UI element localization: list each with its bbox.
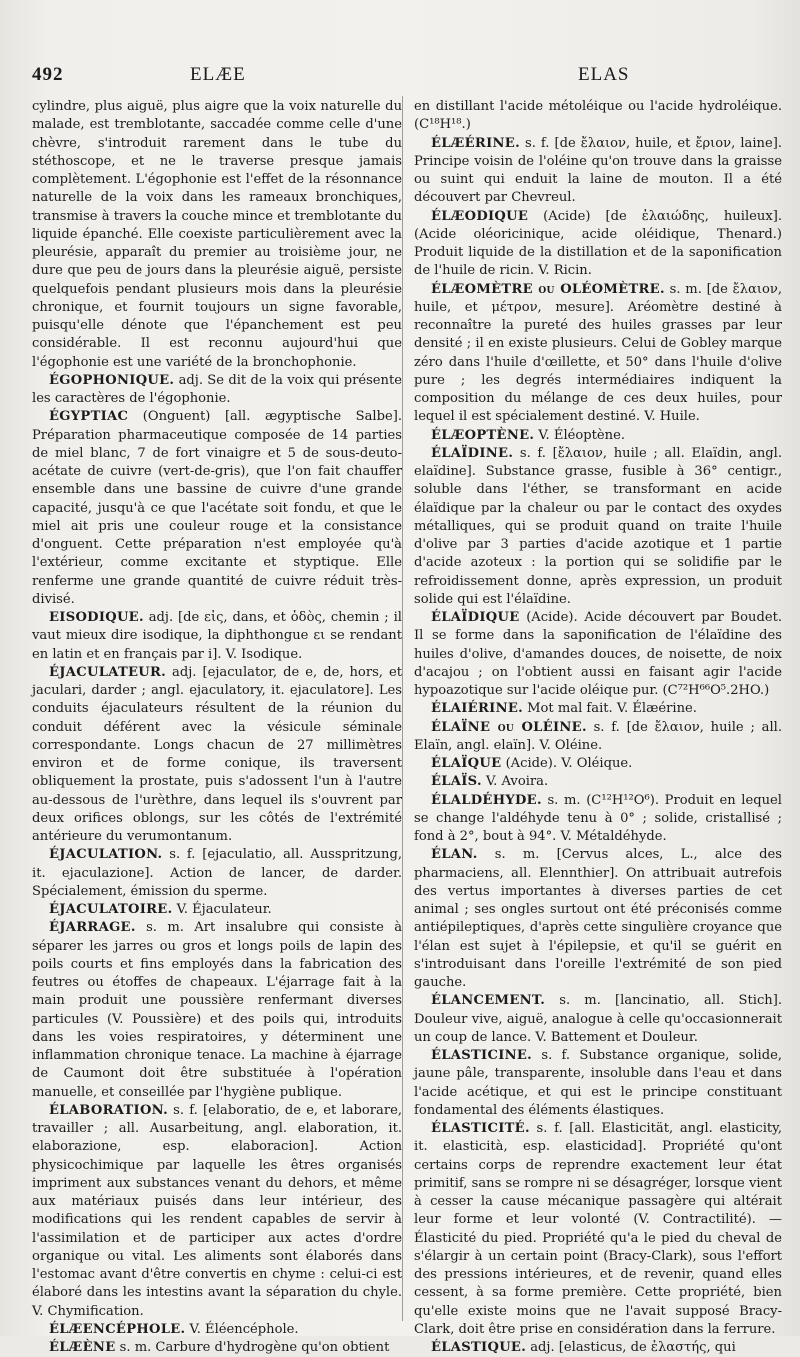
- entry-text: V. Éléoptène.: [534, 427, 626, 443]
- entry-elaeodique: [414, 208, 782, 281]
- entry-text: s. m. Carbure d'hydrogène qu'on obtient: [115, 1340, 390, 1355]
- entry-text: V. Éléencéphole.: [185, 1321, 299, 1337]
- entry-ejaculatoire: [32, 901, 402, 919]
- entry-elaeoptene: [414, 427, 782, 445]
- headword: ÉJARRAGE.: [49, 920, 136, 936]
- entry-text: s. f. [elaboratio, de e, et laborare, travailler ; all. Ausarbeitung, angl. elaboration, it. elaborazione, esp. elaboracion]. Action physicochimique par laquelle les êtres organisés impriment aux substances venant du dehors, et même aux matériaux puisés dans leur intérieur, des modifications qui les rendent capables de servir à l'assimilation et de participer aux actes d'ordre organique ou vital. Les aliments sont élaborés dans l'estomac avant d'être convertis en chyme : celui-ci est élaboré dans les intestins avant la séparation du chyle. V. Chymification.: [32, 1102, 402, 1319]
- entry-bronchophonie-cont: [32, 98, 402, 372]
- headword: ÉLALDÉHYDE.: [431, 792, 542, 808]
- entry-eisodique: [32, 609, 402, 664]
- headword: ÉLÆÈNE: [49, 1340, 116, 1355]
- entry-text: V. Avoira.: [481, 774, 549, 790]
- entry-elaeene-cont: [414, 98, 782, 135]
- entry-text: (Acide). V. Oléique.: [501, 756, 633, 771]
- entry-text: s. m. [de ἔλαιον, huile, et μέτρον, mesure]. Aréomètre destiné à reconnaître la pureté des huiles grasses par leur densité ; il en existe plusieurs. Celui de Gobley marque zéro dans l'huile d'œillette, et 50° dans l'huile d'olive pure ; les degrés intermédiaires indiquent la composition du mélange de ces deux huiles, pour lequel il est spécialement destiné. V. Huile.: [414, 281, 782, 425]
- headword: ÉLAÏNE ou OLÉINE.: [431, 719, 587, 735]
- left-running-head: ELÆE: [190, 64, 246, 85]
- entry-elaidique: [414, 609, 782, 700]
- entry-text: adj. [de εἰς, dans, et ὁδὸς, chemin ; il vaut mieux dire isodique, la diphthongue ει se rendant en latin et en français par i]. V. Isodique.: [32, 610, 402, 662]
- entry-elaeencephole: [32, 1321, 402, 1339]
- entry-text: s. m. Art insalubre qui consiste à séparer les jarres ou gros et longs poils de lapin des poils courts et fins employés dans la fabrication des feutres ou étoffes de chapeaux. L'éjarrage fait à la main produit une poussière renfermant diverses particules (V. Poussière) et des poils qui, introduits dans les voies respiratoires, y déterminent une inflammation chronique tenace. La machine à éjarrage de Caumont doit être substituée à l'opération manuelle, et conseillée par l'hygiène publique.: [32, 920, 402, 1100]
- headword: ÉLAIÉRINE.: [431, 701, 523, 717]
- entry-egyptiac: [32, 408, 402, 609]
- entry-text: s. m. [Cervus alces, L., alce des pharmaciens, all. Elennthier]. On attribuait autrefois des vertus importantes à diverses parties de cet animal ; ses ongles surtout ont été préconisés comme antiépileptiques, d'après cette singulière croyance que l'élan est sujet à l'épilepsie, et qu'il se guérit en s'introduisant dans l'oreille l'extrémité de son pied gauche.: [414, 847, 782, 990]
- running-header: [0, 64, 800, 92]
- right-running-head: ELAS: [578, 64, 630, 85]
- headword: ÉGYPTIAC: [49, 409, 129, 425]
- headword: ÉLÆÉRINE.: [431, 135, 520, 151]
- headword: ÉLAÏDIQUE: [431, 610, 520, 625]
- entry-text: en distillant l'acide métoléique ou l'acide hydroléique. (C¹⁸H¹⁸.): [414, 99, 782, 133]
- headword: ÉLAÏS.: [431, 774, 482, 790]
- entry-elaeene: [32, 1339, 402, 1357]
- entry-ejarrage: [32, 919, 402, 1102]
- right-column: [414, 98, 782, 1357]
- entry-text: s. m. (C¹²H¹²O⁶). Produit en lequel se change l'aldéhyde tenu à 0° ; solide, cristallisé ; fond à 2°, bout à 94°. V. Métaldéhyde.: [414, 792, 782, 844]
- headword: EISODIQUE.: [49, 610, 144, 625]
- headword: ÉLÆOPTÈNE.: [431, 427, 535, 443]
- headword: ÉLABORATION.: [49, 1102, 168, 1118]
- entry-text: adj. [ejaculator, de e, de, hors, et jaculari, darder ; angl. ejaculatory, it. ejaculatore]. Les conduits éjaculateurs résultent de la réunion du conduit déférent avec la vésicule séminale correspondante. Longs chacun de 27 millimètres environ et de forme conique, ils traversent obliquement la prostate, puis s'adossent l'un à l'autre au-dessous de l'urèthre, dans lequel ils s'ouvrent par deux orifices oblongs, sur les côtés de l'extrémité antérieure du verumontanum.: [32, 664, 402, 844]
- entry-elasticine: [414, 1047, 782, 1120]
- entry-elastique: [414, 1339, 782, 1357]
- entry-elaeerine: [414, 135, 782, 208]
- entry-text: (Acide). Acide découvert par Boudet. Il se forme dans la saponification de l'élaïdine des huiles d'olive, d'amandes douces, de noisette, de noix d'acajou ; on l'obtient aussi en faisant agir l'acide hypoazotique sur l'acide oléique pur. (C⁷²H⁶⁶O⁵.2HO.): [414, 610, 782, 698]
- entry-elais: [414, 773, 782, 791]
- entry-elaidine: [414, 445, 782, 609]
- headword: ÉJACULATOIRE.: [49, 902, 173, 917]
- headword: ÉLASTIQUE.: [431, 1340, 527, 1355]
- headword: ÉLÆENCÉPHOLE.: [49, 1321, 186, 1337]
- entry-elaine: [414, 719, 782, 756]
- entry-elan: [414, 846, 782, 992]
- headword: ÉLÆOMÈTRE ou OLÉOMÈTRE.: [431, 281, 665, 297]
- entry-text: s. f. [de ἔλαιον, huile ; all. Elaïn, angl. elaïn]. V. Oléine.: [414, 719, 782, 753]
- entry-elaierine: [414, 700, 782, 718]
- entry-text: Mot mal fait. V. Élæérine.: [522, 701, 697, 717]
- entry-elaique: [414, 755, 782, 773]
- entry-elaeometre: [414, 281, 782, 427]
- headword: ÉLAÏQUE: [431, 756, 502, 771]
- entry-text: (Acide) [de ἐλαιώδης, huileux]. (Acide oléoricinique, acide oléidique, Thenard.) Produit liquide de la distillation et de la saponification de l'huile de ricin. V. Ricin.: [414, 208, 782, 279]
- entry-text: s. m. [lancinatio, all. Stich]. Douleur vive, aiguë, analogue à celle qu'occasionnerait un coup de lance. V. Battement et Douleur.: [414, 993, 782, 1045]
- headword: ÉLASTICITÉ.: [431, 1121, 530, 1136]
- left-column: [32, 98, 402, 1357]
- headword: ÉJACULATION.: [49, 847, 163, 863]
- entry-elaboration: [32, 1102, 402, 1321]
- entry-elasticite: [414, 1120, 782, 1339]
- entry-text: s. f. [de ἔλαιον, huile, et ἔριον, laine]. Principe voisin de l'oléine qu'on trouve dans la graisse ou suint qui enduit la laine de mouton. Il a été découvert par Chevreul.: [414, 135, 782, 206]
- entry-text: adj. Se dit de la voix qui présente les caractères de l'égophonie.: [32, 372, 402, 406]
- headword: ÉLASTICINE.: [431, 1048, 533, 1063]
- page-number: 492: [32, 64, 64, 85]
- entry-text: adj. [elasticus, de ἐλαστής, qui: [526, 1340, 736, 1355]
- entry-text: s. f. [all. Elasticität, angl. elasticity, it. elasticità, esp. elasticidad]. Propriété qu'ont certains corps de reprendre exactement leur état primitif, sans se rompre ni se désagréger, lorsque vient à cesser la cause mécanique passagère qui altérait leur forme et leur volonté (V. Contractilité). — Élasticité du pied. Propriété qu'a le pied du cheval de s'élargir à un certain point (Bracy-Clark), sous l'effort des pressions intérieures, et de revenir, quand elles cessent, à sa forme première. Cette propriété, bien qu'elle existe moins que ne l'avait supposé Bracy-Clark, doit être prise en considération dans la ferrure.: [414, 1121, 782, 1337]
- headword: ÉLAÏDINE.: [431, 445, 514, 461]
- headword: ÉJACULATEUR.: [49, 664, 167, 680]
- entry-text: s. f. [ἔλαιον, huile ; all. Elaïdin, angl. elaïdine]. Substance grasse, fusible à 36° centigr., soluble dans l'éther, se transformant en acide élaïdique par la chaleur ou par le contact des oxydes métalliques, qui se produit quand on traite l'huile d'olive par 3 parties d'acide azotique et 1 partie d'acide azoteux : la portion qui se solidifie par le refroidissement donne, après expression, un produit solide qui est l'élaïdine.: [414, 445, 782, 607]
- entry-egophonique: [32, 372, 402, 409]
- entry-ejaculateur: [32, 664, 402, 847]
- headword: ÉLAN.: [431, 847, 478, 863]
- entry-text: s. f. [ejaculatio, all. Ausspritzung, it. ejaculazione]. Action de lancer, de darder. Spécialement, émission du sperme.: [32, 847, 402, 899]
- entry-text: V. Éjaculateur.: [172, 902, 272, 917]
- entry-elancement: [414, 992, 782, 1047]
- entry-text: s. f. Substance organique, solide, jaune pâle, transparente, insoluble dans l'eau et dans l'acide acétique, et qui est le principe constituant fondamental des éléments élastiques.: [414, 1048, 782, 1118]
- entry-ejaculation: [32, 846, 402, 901]
- column-divider: [402, 96, 403, 1321]
- headword: ÉLÆODIQUE: [431, 208, 529, 224]
- headword: ÉLANCEMENT.: [431, 993, 546, 1009]
- entry-text: (Onguent) [all. ægyptische Salbe]. Préparation pharmaceutique composée de 14 parties de miel blanc, 7 de fort vinaigre et 5 de sous-deuto-acétate de cuivre (vert-de-gris), que l'on fait chauffer ensemble dans une bassine de cuivre d'une grande capacité, jusqu'à ce que l'acétate soit fondu, et que le miel ait pris une couleur rouge et la consistance d'onguent. Cette préparation n'est employée qu'à l'extérieur, comme excitante et styptique. Elle renferme une grande quantité de cuivre réduit très-divisé.: [32, 409, 402, 607]
- entry-text: cylindre, plus aiguë, plus aigre que la voix naturelle du malade, est tremblotante, saccadée comme celle d'une chèvre, s'introduit rarement dans le tube du stéthoscope, et ne le traverse presque jamais complètement. L'égophonie est l'effet de la résonnance naturelle de la voix dans les rameaux bronchiques, transmise à travers la couche mince et tremblotante du liquide épanché. Elle coexiste particulièrement avec la pleurésie, apparaît du premier au troisième jour, ne dure que peu de jours dans la pleurésie aiguë, persiste quelquefois pendant plusieurs mois dans la pleurésie chronique, et fournit toujours un signe favorable, puisqu'elle dénote que l'épanchement est peu considérable. Il est reconnu aujourd'hui que l'égophonie est une variété de la bronchophonie.: [32, 99, 402, 370]
- headword: ÉGOPHONIQUE.: [49, 372, 175, 388]
- entry-elaldehyde: [414, 792, 782, 847]
